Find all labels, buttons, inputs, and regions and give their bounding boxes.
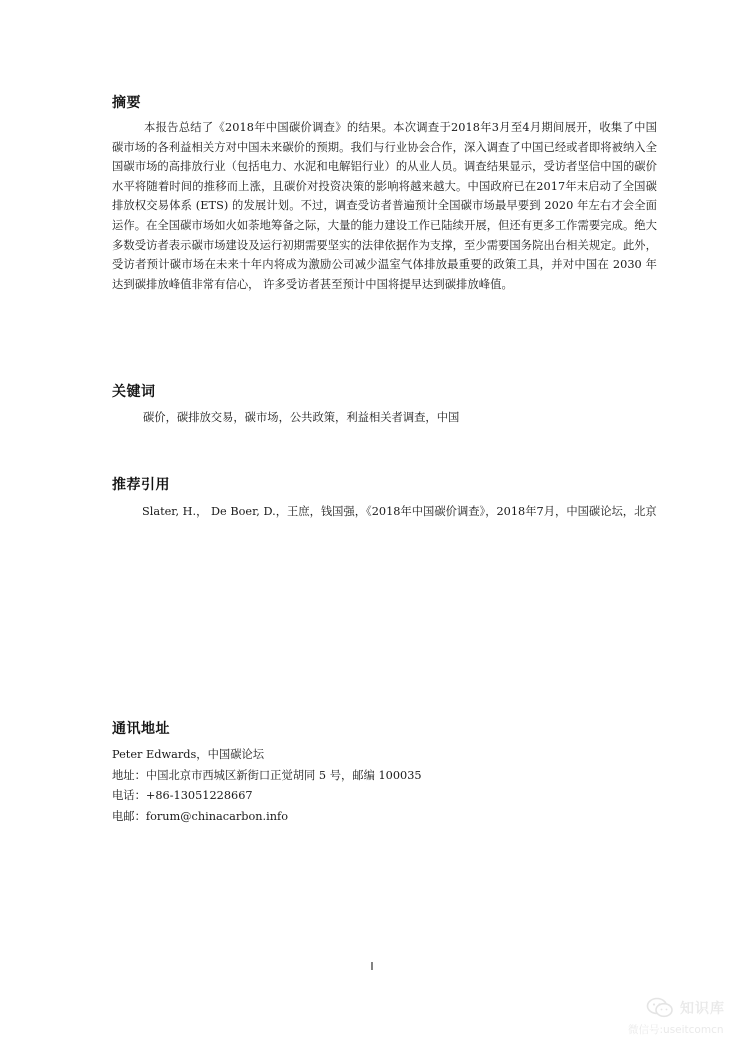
contact-heading: 通讯地址 bbox=[112, 721, 170, 737]
contact-phone: 电话：+86-13051228667 bbox=[112, 789, 253, 802]
wechat-icon bbox=[646, 997, 674, 1019]
citation-body: Slater, H.， De Boer, D.，王庶，钱国强，《2018年中国碳价调查》，2018年7月，中国碳论坛，北京 bbox=[142, 505, 657, 518]
watermark-url: 微信号:useitcomcn bbox=[628, 1024, 724, 1036]
watermark bbox=[628, 995, 740, 1043]
abstract-body: 本报告总结了《2018年中国碳价调查》的结果。本次调查于2018年3月至4月期间展开，收集了中国碳市场的各利益相关方对中国未来碳价的预期。我们与行业协会合作，深入调查了中国已经或者即将被纳入全国碳市场的高排放行业（包括电力、水泥和电解铝行业）的从业人员。调查结果显示，受访者坚信中国的碳价水平将随着时间的推移而上涨，且碳价对投资决策的影响将越来越大。中国政府已在2017年末启动了全国碳排放权交易体系 (ETS) 的发展计划。不过，调查受访者普遍预计全国碳市场最早要到 2020 年左右才会全面运作。在全国碳市场如火如荼地筹备之际，大量的能力建设工作已陆续开展，但还有更多工作需要完成。绝大多数受访者表示碳市场建设及运行初期需要坚实的法律依据作为支撑，至少需要国务院出台相关规定。此外，受访者预计碳市场在未来十年内将成为激励公司减少温室气体排放最重要的政策工具，并对中国在 2030 年达到碳排放峰值非常有信心， 许多受访者甚至预计中国将提早达到碳排放峰值。 bbox=[112, 121, 657, 291]
keywords-heading: 关键词 bbox=[112, 384, 156, 400]
page-number: I bbox=[370, 960, 374, 973]
watermark-name: 知识库 bbox=[680, 1001, 725, 1017]
citation-heading: 推荐引用 bbox=[112, 477, 170, 493]
contact-email: 电邮：forum@chinacarbon.info bbox=[112, 809, 289, 823]
contact-address: 地址：中国北京市西城区新街口正觉胡同 5 号，邮编 100035 bbox=[112, 768, 422, 782]
contact-name: Peter Edwards，中国碳论坛 bbox=[112, 748, 265, 761]
contact-block bbox=[112, 745, 422, 827]
keywords-body: 碳价，碳排放交易，碳市场，公共政策，利益相关者调查，中国 bbox=[143, 411, 460, 424]
abstract-heading: 摘要 bbox=[112, 95, 141, 111]
